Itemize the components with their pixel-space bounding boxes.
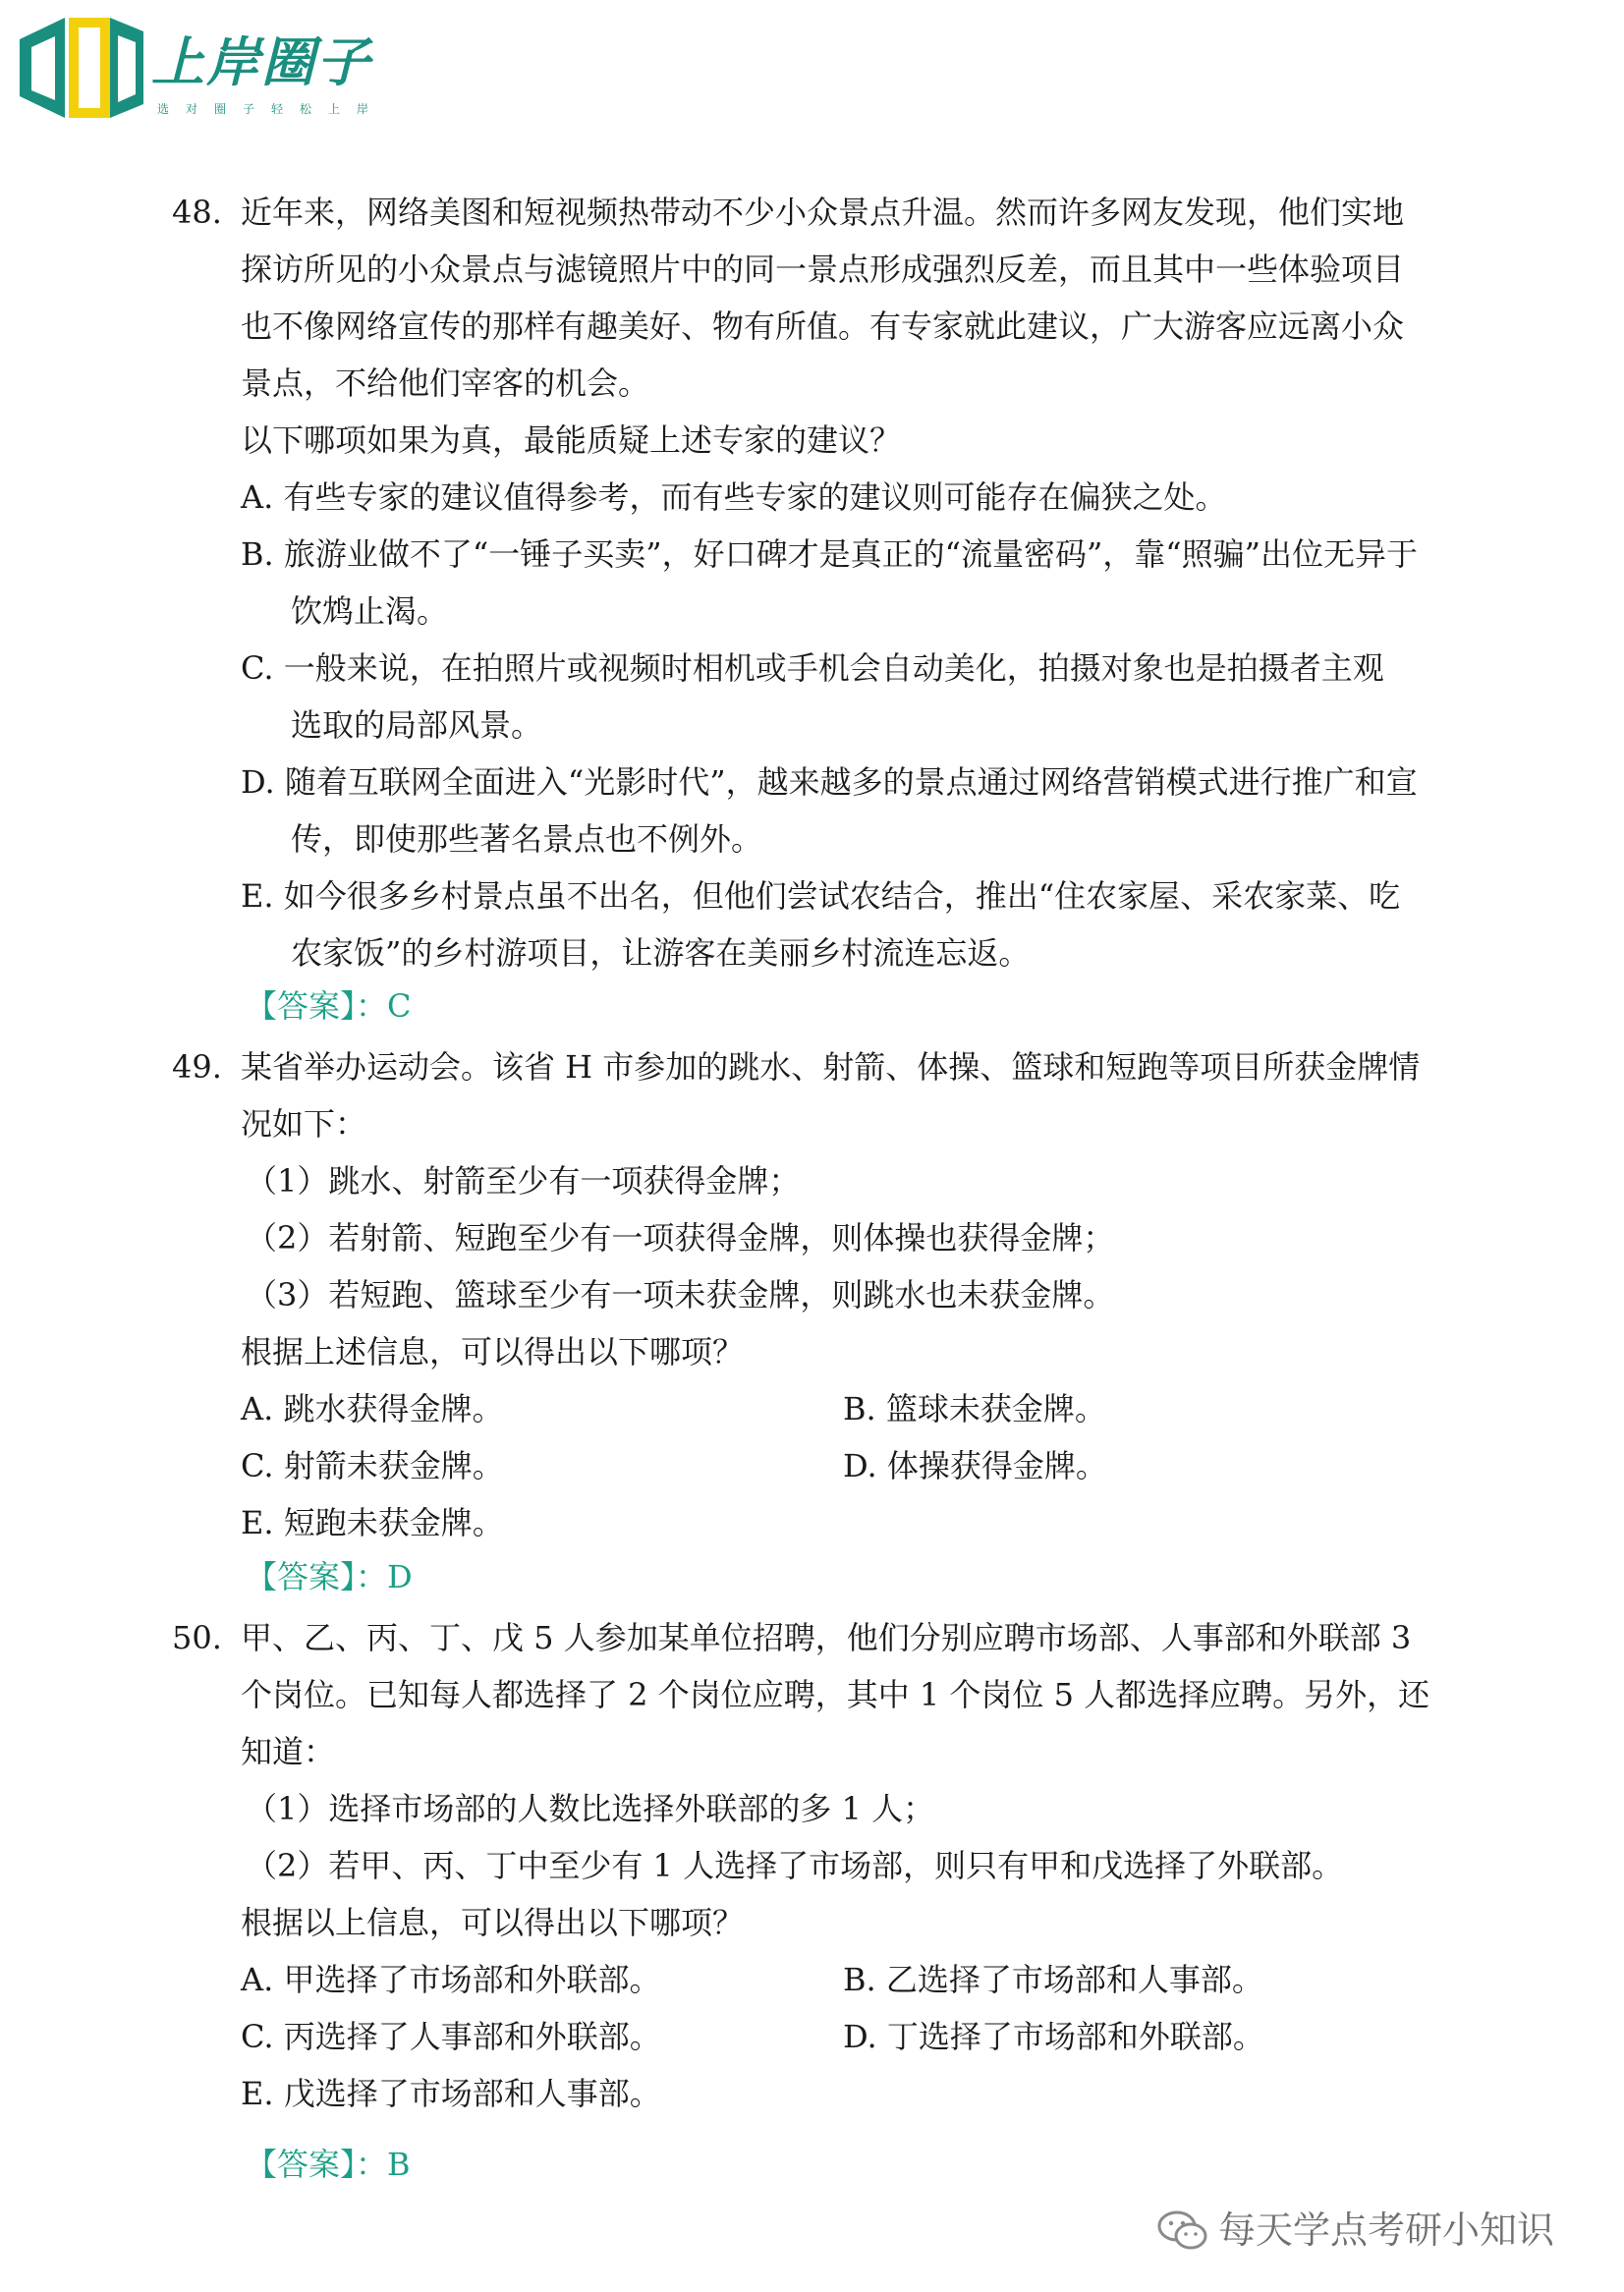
option-label: D.: [241, 763, 275, 801]
brand-name: 上岸圈子: [151, 31, 371, 93]
option-label: B.: [843, 1390, 876, 1427]
question-stem-line: 某省举办运动会。该省 H 市参加的跳水、射箭、体操、篮球和短跑等项目所获金牌情: [241, 1048, 1421, 1086]
question-stem-line: 况如下：: [241, 1105, 367, 1143]
answer-label: 【答案】：: [246, 987, 388, 1025]
question-stem-line: 甲、乙、丙、丁、戊 5 人参加某单位招聘，他们分别应聘市场部、人事部和外联部 3: [241, 1619, 1412, 1656]
option-b: [843, 1389, 1106, 1428]
site-header: [14, 10, 426, 128]
answer-value: C: [387, 987, 412, 1025]
option-d: [241, 762, 1418, 802]
option-label: C.: [241, 2018, 274, 2055]
option-text: 体操获得金牌。: [886, 1447, 1107, 1484]
option-text: 丁选择了市场部和外联部。: [886, 2018, 1264, 2055]
option-text: 戊选择了市场部和人事部。: [283, 2075, 661, 2112]
condition-line: （1）跳水、射箭至少有一项获得金牌；: [246, 1162, 801, 1200]
condition-line: （3）若短跑、篮球至少有一项未获金牌，则跳水也未获金牌。: [246, 1276, 1115, 1314]
option-a: [241, 1389, 503, 1428]
question-prompt: 以下哪项如果为真，最能质疑上述专家的建议？: [241, 421, 902, 459]
option-text-cont: 农家饭”的乡村游项目，让游客在美丽乡村流连忘返。: [291, 934, 1031, 972]
option-label: C.: [241, 649, 274, 687]
option-label: A.: [241, 1961, 274, 1998]
logo-icon: [14, 10, 151, 128]
answer-value: D: [387, 1558, 413, 1595]
answer-label: 【答案】：: [246, 1558, 388, 1595]
wechat-icon: [1157, 2208, 1208, 2252]
option-c: [241, 2017, 661, 2056]
question-prompt: 根据上述信息，可以得出以下哪项？: [241, 1333, 745, 1370]
option-e: [241, 876, 1400, 916]
option-text: 随着互联网全面进入“光影时代”，越来越多的景点通过网络营销模式进行推广和宣: [284, 763, 1418, 801]
option-text: 短跑未获金牌。: [283, 1504, 504, 1541]
question-number: 50.: [172, 1619, 222, 1656]
question-number: 48.: [172, 194, 222, 231]
option-text-cont: 传，即使那些著名景点也不例外。: [291, 820, 763, 858]
option-e: [241, 2074, 661, 2113]
question-stem-line: 探访所见的小众景点与滤镜照片中的同一景点形成强烈反差，而且其中一些体验项目: [241, 251, 1405, 288]
option-text: 跳水获得金牌。: [283, 1390, 504, 1427]
option-b: [241, 534, 1418, 574]
option-e: [241, 1503, 504, 1542]
option-text: 有些专家的建议值得参考，而有些专家的建议则可能存在偏狭之处。: [283, 478, 1227, 516]
option-c: [241, 1446, 504, 1485]
option-label: E.: [241, 1504, 274, 1541]
option-text: 旅游业做不了“一锤子买卖”，好口碑才是真正的“流量密码”，靠“照骗”出位无异于: [283, 535, 1419, 573]
option-text: 射箭未获金牌。: [283, 1447, 504, 1484]
question-stem-line: 景点，不给他们宰客的机会。: [241, 364, 650, 402]
option-d: [843, 2017, 1264, 2056]
option-label: C.: [241, 1447, 274, 1484]
option-label: A.: [241, 1390, 274, 1427]
answer-line: [246, 986, 412, 1026]
option-c: [241, 648, 1384, 688]
question-stem-line: 个岗位。已知每人都选择了 2 个岗位应聘，其中 1 个岗位 5 人都选择应聘。另外，还: [241, 1676, 1430, 1713]
option-label: A.: [241, 478, 274, 516]
option-label: E.: [241, 877, 274, 915]
option-text: 甲选择了市场部和外联部。: [283, 1961, 661, 1998]
option-label: B.: [241, 535, 274, 573]
option-text-cont: 选取的局部风景。: [291, 706, 543, 744]
answer-line: [246, 1557, 413, 1596]
footer-text: 每天学点考研小知识: [1218, 2208, 1555, 2252]
option-label: E.: [241, 2075, 274, 2112]
option-d: [843, 1446, 1107, 1485]
answer-line: [246, 2145, 411, 2184]
answer-value: B: [387, 2146, 411, 2183]
option-text: 一般来说，在拍照片或视频时相机或手机会自动美化，拍摄对象也是拍摄者主观: [283, 649, 1384, 687]
question-stem-line: 知道：: [241, 1733, 336, 1770]
option-text: 丙选择了人事部和外联部。: [283, 2018, 661, 2055]
condition-line: （1）选择市场部的人数比选择外联部的多 1 人；: [246, 1790, 935, 1827]
option-text: 乙选择了市场部和人事部。: [885, 1961, 1263, 1998]
condition-line: （2）若射箭、短跑至少有一项获得金牌，则体操也获得金牌；: [246, 1219, 1115, 1257]
condition-line: （2）若甲、丙、丁中至少有 1 人选择了市场部，则只有甲和戊选择了外联部。: [246, 1847, 1344, 1884]
question-stem-line: 也不像网络宣传的那样有趣美好、物有所值。有专家就此建议，广大游客应远离小众: [241, 307, 1405, 345]
option-label: D.: [843, 1447, 877, 1484]
question-prompt: 根据以上信息，可以得出以下哪项？: [241, 1904, 745, 1941]
question-number: 49.: [172, 1048, 222, 1086]
option-label: D.: [843, 2018, 877, 2055]
option-text: 如今很多乡村景点虽不出名，但他们尝试农结合，推出“住农家屋、采农家菜、吃: [283, 877, 1401, 915]
question-stem-line: 近年来，网络美图和短视频热带动不少小众景点升温。然而许多网友发现，他们实地: [241, 194, 1405, 231]
option-text-cont: 饮鸩止渴。: [291, 592, 449, 630]
option-b: [843, 1960, 1263, 1999]
option-text: 篮球未获金牌。: [885, 1390, 1106, 1427]
option-label: B.: [843, 1961, 876, 1998]
answer-label: 【答案】：: [246, 2146, 388, 2183]
option-a: [241, 1960, 660, 1999]
option-a: [241, 477, 1226, 517]
brand-slogan: 选对圈子轻松上岸: [157, 102, 386, 116]
